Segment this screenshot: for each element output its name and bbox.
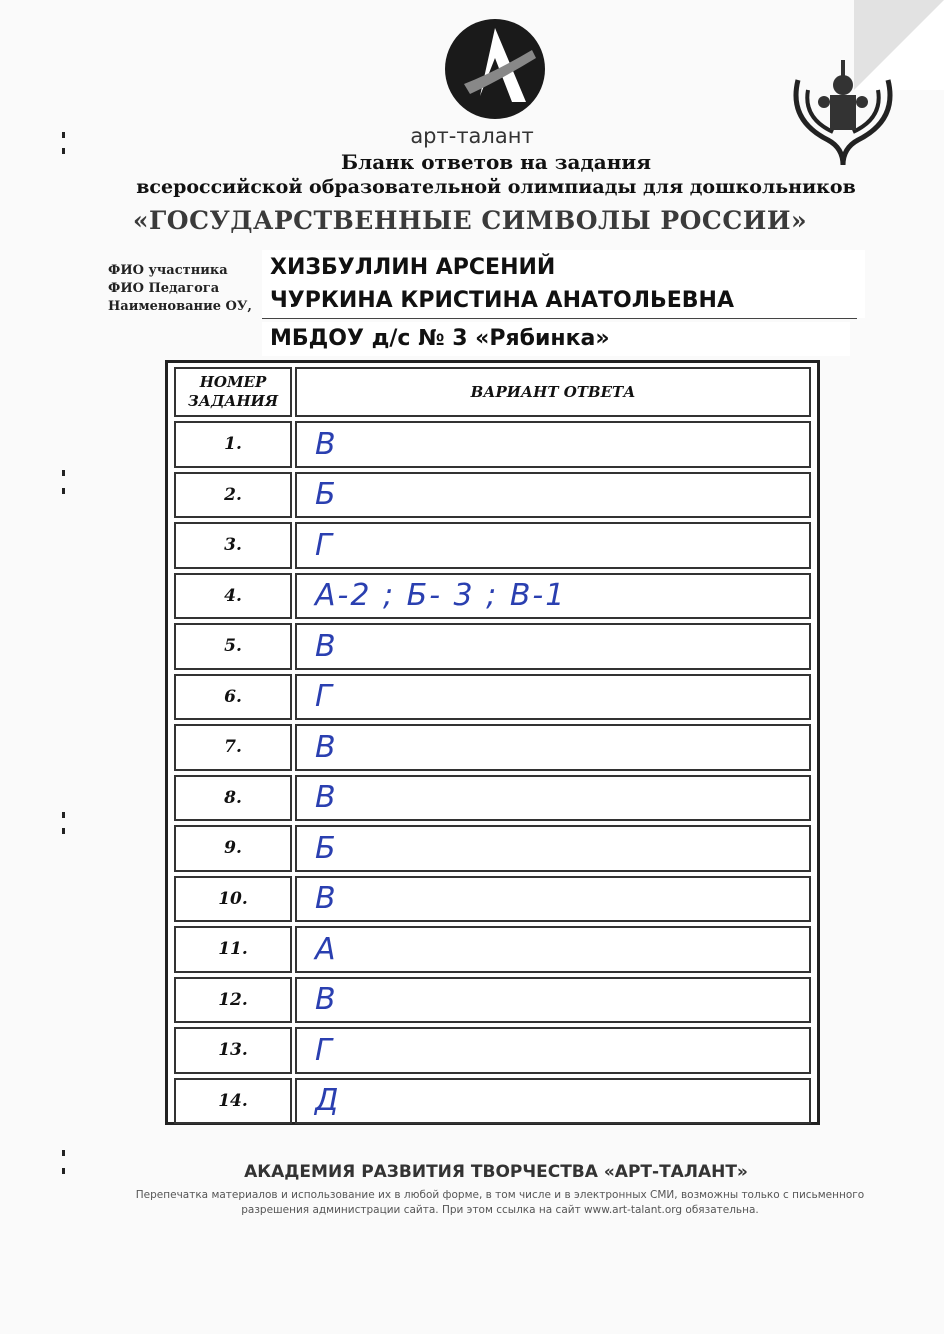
handwritten-answer: А-2 ; Б- 3 ; В-1 <box>295 573 811 620</box>
answer-table <box>165 360 820 1125</box>
field-labels <box>108 262 252 316</box>
handwritten-answer: Г <box>295 522 811 569</box>
olympiad-name: «ГОСУДАРСТВЕННЫЕ СИМВОЛЫ РОССИИ» <box>132 206 808 235</box>
table-header <box>174 367 811 417</box>
task-number: 3. <box>174 522 292 569</box>
table-row <box>174 876 811 923</box>
task-number: 7. <box>174 724 292 771</box>
task-number: 5. <box>174 623 292 670</box>
scan-mark <box>62 488 65 494</box>
scan-mark <box>62 1150 65 1156</box>
answer-column-header: ВАРИАНТ ОТВЕТА <box>295 367 811 417</box>
handwritten-answer: В <box>295 724 811 771</box>
field-underline <box>262 318 857 319</box>
table-row <box>174 825 811 872</box>
table-row <box>174 926 811 973</box>
handwritten-answer: Б <box>295 472 811 519</box>
handwritten-answer: А <box>295 926 811 973</box>
task-number: 4. <box>174 573 292 620</box>
brand-name: арт-талант <box>410 124 534 148</box>
task-number: 14. <box>174 1078 292 1125</box>
table-row <box>174 573 811 620</box>
handwritten-answer: Г <box>295 674 811 721</box>
table-row <box>174 1027 811 1074</box>
table-row <box>174 472 811 519</box>
handwritten-answer: Б <box>295 825 811 872</box>
handwritten-answer: В <box>295 421 811 468</box>
sheet-title: Бланк ответов на задания <box>341 150 651 174</box>
task-number: 6. <box>174 674 292 721</box>
footer-title: АКАДЕМИЯ РАЗВИТИЯ ТВОРЧЕСТВА «АРТ-ТАЛАНТ» <box>244 1162 748 1182</box>
table-row <box>174 623 811 670</box>
table-row <box>174 421 811 468</box>
handwritten-answer: В <box>295 876 811 923</box>
table-row <box>174 775 811 822</box>
school-label: Наименование ОУ, <box>108 299 252 314</box>
task-number: 11. <box>174 926 292 973</box>
scan-mark <box>62 812 65 818</box>
task-number: 1. <box>174 421 292 468</box>
table-row <box>174 522 811 569</box>
footer-notice: Перепечатка материалов и использование их в любой форме, в том числе и в электронных СМИ, возможны только с письменного разрешения администрации сайта. При этом ссылка на сайт www.art-talant.org обязательна. <box>135 1189 865 1216</box>
school-field: МБДОУ д/с № 3 «Рябинка» <box>262 322 850 356</box>
participant-field: ХИЗБУЛЛИН АРСЕНИЙ <box>262 250 865 286</box>
table-row <box>174 1078 811 1125</box>
scan-mark <box>62 470 65 476</box>
number-column-header <box>174 367 292 417</box>
number-header-line2: ЗАДАНИЯ <box>187 392 279 410</box>
handwritten-answer: В <box>295 623 811 670</box>
task-number: 9. <box>174 825 292 872</box>
table-row <box>174 977 811 1024</box>
number-header-line1: НОМЕР <box>199 373 267 391</box>
task-number: 12. <box>174 977 292 1024</box>
task-number: 2. <box>174 472 292 519</box>
participant-label: ФИО участника <box>108 263 228 278</box>
table-row <box>174 724 811 771</box>
handwritten-answer: В <box>295 977 811 1024</box>
handwritten-answer: В <box>295 775 811 822</box>
handwritten-answer: Д <box>295 1078 811 1125</box>
handwritten-answer: Г <box>295 1027 811 1074</box>
table-row <box>174 674 811 721</box>
teacher-field: ЧУРКИНА КРИСТИНА АНАТОЛЬЕВНА <box>262 284 865 318</box>
scan-mark <box>62 828 65 834</box>
art-talant-logo-icon <box>440 14 550 124</box>
task-number: 13. <box>174 1027 292 1074</box>
sheet-subtitle: всероссийской образовательной олимпиады для дошкольников <box>136 176 856 198</box>
teacher-label: ФИО Педагога <box>108 281 220 296</box>
task-number: 10. <box>174 876 292 923</box>
task-number: 8. <box>174 775 292 822</box>
